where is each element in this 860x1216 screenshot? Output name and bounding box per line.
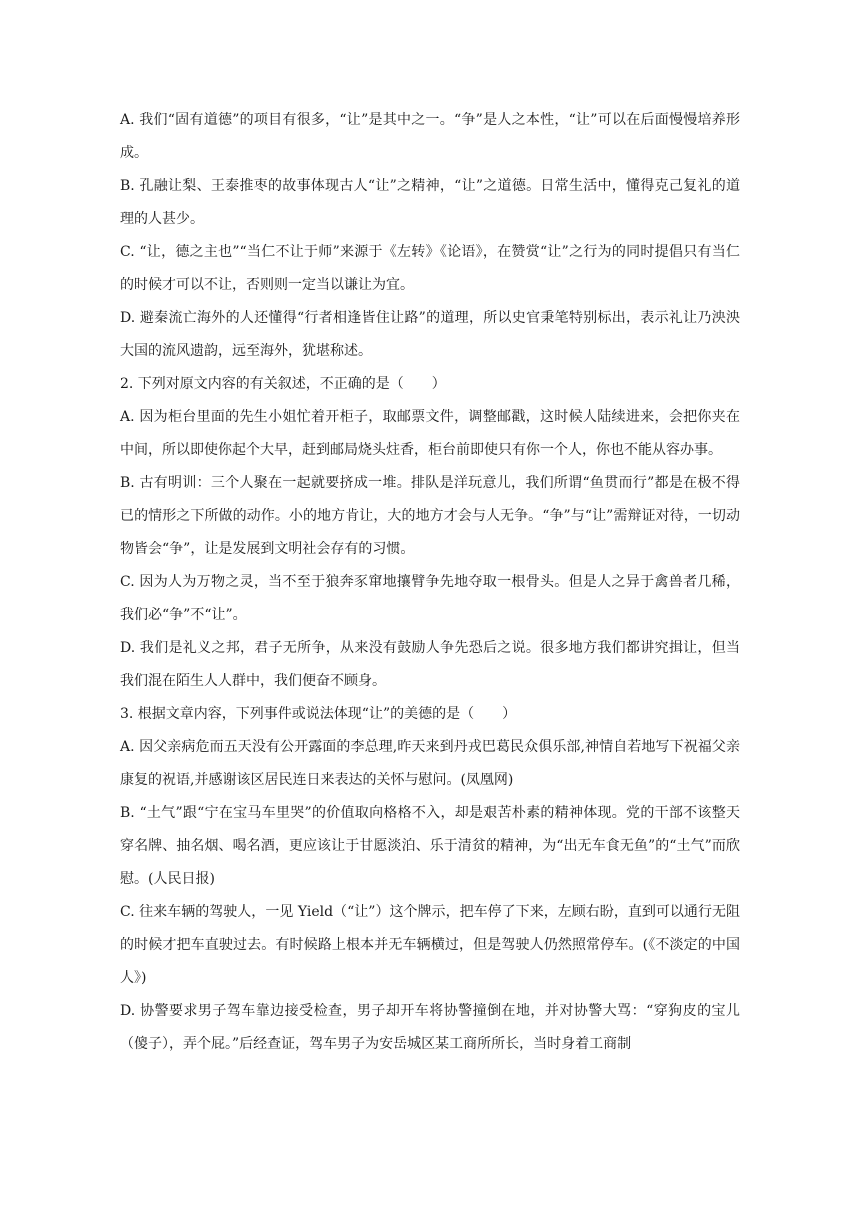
option-3c: C. 往来车辆的驾驶人，一见 Yield（“让”）这个牌示，把车停了下来，左顾右盼，直到可以通行无阻的时候才把车直驶过去。有时候路上根本并无车辆横过，但是驾驶人仍然照常停车。(《不淡定的中国人》) (120, 904, 740, 986)
option-1c: C. “让，德之主也”“当仁不让于师”来源于《左转》《论语》，在赞赏“让”之行为的同时提倡只有当仁的时候才可以不让，否则则一定当以谦让为宜。 (120, 244, 740, 293)
option-1d: D. 避秦流亡海外的人还懂得“行者相逢皆住让路”的道理，所以史官秉笔特别标出，表示礼让乃泱泱大国的流风遗韵，远至海外，犹堪称述。 (120, 310, 740, 359)
option-3d: D. 协警要求男子驾车靠边接受检查，男子却开车将协警撞倒在地，并对协警大骂：“穿狗皮的宝儿（傻子），弄个屁。”后经查证，驾车男子为安岳城区某工商所所长，当时身着工商制 (120, 1003, 740, 1052)
option-1a: A. 我们“固有道德”的项目有很多，“让”是其中之一。“争”是人之本性，“让”可以在后面慢慢培养形成。 (120, 112, 740, 161)
option-3a: A. 因父亲病危而五天没有公开露面的李总理,昨天来到丹戎巴葛民众俱乐部,神情自若地写下祝福父亲康复的祝语,并感谢该区居民连日来表达的关怀与慰问。(凤凰网) (120, 739, 740, 788)
option-3b: B. “土气”跟“宁在宝马车里哭”的价值取向格格不入，却是艰苦朴素的精神体现。党的干部不该整天穿名牌、抽名烟、喝名酒，更应该让于甘愿淡泊、乐于清贫的精神，为“出无车食无鱼”的“土气”而欣慰。(人民日报) (120, 805, 740, 887)
question-2: 2. 下列对原文内容的有关叙述，不正确的是（ ） (120, 376, 446, 392)
option-2b: B. 古有明训：三个人聚在一起就要挤成一堆。排队是洋玩意儿，我们所谓“鱼贯而行”都是在极不得已的情形之下所做的动作。小的地方肯让，大的地方才会与人无争。“争”与“让”需辩证对待，一切动物皆会“争”，让是发展到文明社会存有的习惯。 (120, 475, 740, 557)
option-2a: A. 因为柜台里面的先生小姐忙着开柜子，取邮票文件，调整邮戳，这时候人陆续进来，会把你夹在中间，所以即使你起个大早，赶到邮局烧头炷香，柜台前即使只有你一个人，你也不能从容办事。 (120, 409, 740, 458)
option-1b: B. 孔融让梨、王泰推枣的故事体现古人“让”之精神，“让”之道德。日常生活中，懂得克己复礼的道理的人甚少。 (120, 178, 740, 227)
document-body (120, 104, 740, 1061)
question-3: 3. 根据文章内容，下列事件或说法体现“让”的美德的是（ ） (120, 706, 517, 722)
option-2c: C. 因为人为万物之灵，当不至于狼奔豕窜地攘臂争先地夺取一根骨头。但是人之异于禽兽者几稀，我们必“争”不“让”。 (120, 574, 740, 623)
option-2d: D. 我们是礼义之邦，君子无所争，从来没有鼓励人争先恐后之说。很多地方我们都讲究揖让，但当我们混在陌生人人群中，我们便奋不顾身。 (120, 640, 740, 689)
